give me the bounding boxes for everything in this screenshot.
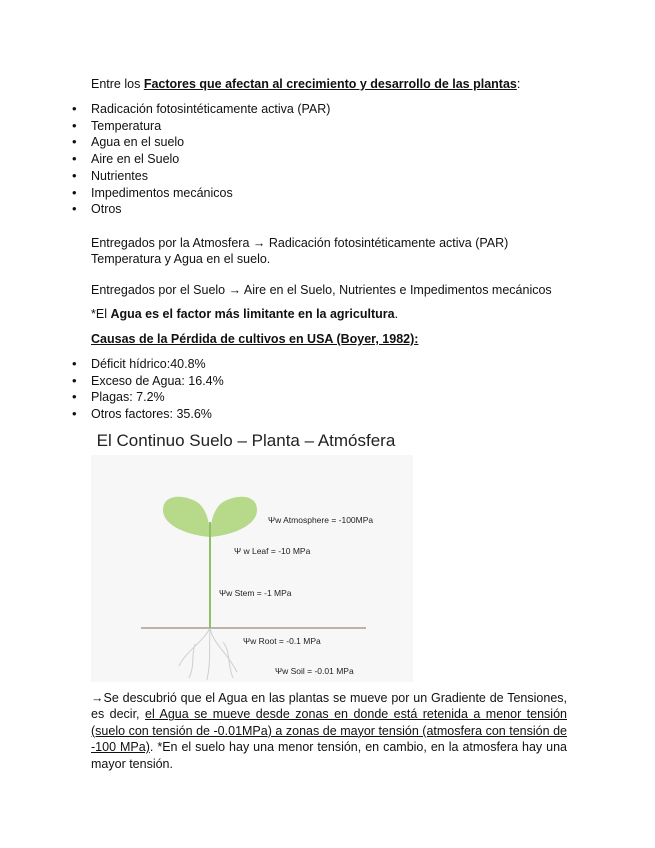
figure-background bbox=[91, 455, 413, 682]
leaf-label: Ψ w Leaf = -10 MPa bbox=[234, 546, 311, 556]
causes-list bbox=[72, 356, 224, 423]
list-item: • Impedimentos mecánicos bbox=[72, 185, 330, 202]
list-item: • Aire en el Suelo bbox=[72, 151, 330, 168]
list-item: • Agua en el suelo bbox=[72, 134, 330, 151]
list-item: • Radicación fotosintéticamente activa (PAR) bbox=[72, 101, 330, 118]
list-item: • Plagas: 7.2% bbox=[72, 389, 224, 406]
conclusion-underlined: el Agua se mueve desde zonas en donde está retenida a menor tensión (suelo con tensión de -0.01MPa) a zonas de mayor tensión (atmosfera con tensión de -100 MPa) bbox=[91, 707, 567, 755]
note-bold: Agua es el factor más limitante en la agricultura bbox=[110, 307, 395, 321]
soil-label: Ψw Soil = -0.01 MPa bbox=[275, 666, 354, 676]
causes-heading: Causas de la Pérdida de cultivos en USA (Boyer, 1982): bbox=[91, 332, 419, 346]
atmosphere-line-2: Temperatura y Agua en el suelo. bbox=[91, 252, 271, 266]
atmosphere-line-1: Entregados por la Atmosfera → Radicación fotosintéticamente activa (PAR) bbox=[91, 236, 509, 250]
conclusion-part-2: . *En el suelo hay una menor tensión, en cambio, en la atmosfera hay una mayor tensión. bbox=[91, 740, 567, 771]
note-prefix: *El bbox=[91, 307, 111, 321]
figure-title-line-1: El Continuo Suelo – Planta – Atmósfera bbox=[96, 431, 396, 450]
conclusion-part-1: →Se descubrió que el Agua en las plantas se mueve por un Gradiente de Tensiones, es decir, bbox=[91, 691, 567, 722]
list-item: • Exceso de Agua: 16.4% bbox=[72, 373, 224, 390]
spac-diagram bbox=[91, 430, 413, 682]
atmosphere-label: Ψw Atmosphere = -100MPa bbox=[268, 515, 374, 525]
list-item: • Otros factores: 35.6% bbox=[72, 406, 224, 423]
intro-suffix: : bbox=[516, 77, 521, 91]
note-suffix: . bbox=[394, 307, 399, 321]
list-item: • Otros bbox=[72, 201, 330, 218]
factors-list bbox=[72, 101, 330, 218]
list-item: • Nutrientes bbox=[72, 168, 330, 185]
water-note bbox=[91, 306, 398, 322]
intro-heading: Factores que afectan al crecimiento y desarrollo de las plantas bbox=[143, 77, 517, 91]
list-item: • Temperatura bbox=[72, 118, 330, 135]
intro-prefix: Entre los bbox=[91, 77, 144, 91]
stem-label: Ψw Stem = -1 MPa bbox=[219, 588, 292, 598]
intro-line bbox=[91, 76, 520, 92]
root-label: Ψw Root = -0.1 MPa bbox=[243, 636, 321, 646]
soil-line: Entregados por el Suelo → Aire en el Suelo, Nutrientes e Impedimentos mecánicos bbox=[91, 283, 552, 297]
spac-figure bbox=[91, 430, 413, 682]
conclusion-paragraph bbox=[91, 690, 567, 772]
list-item: • Déficit hídrico:40.8% bbox=[72, 356, 224, 373]
